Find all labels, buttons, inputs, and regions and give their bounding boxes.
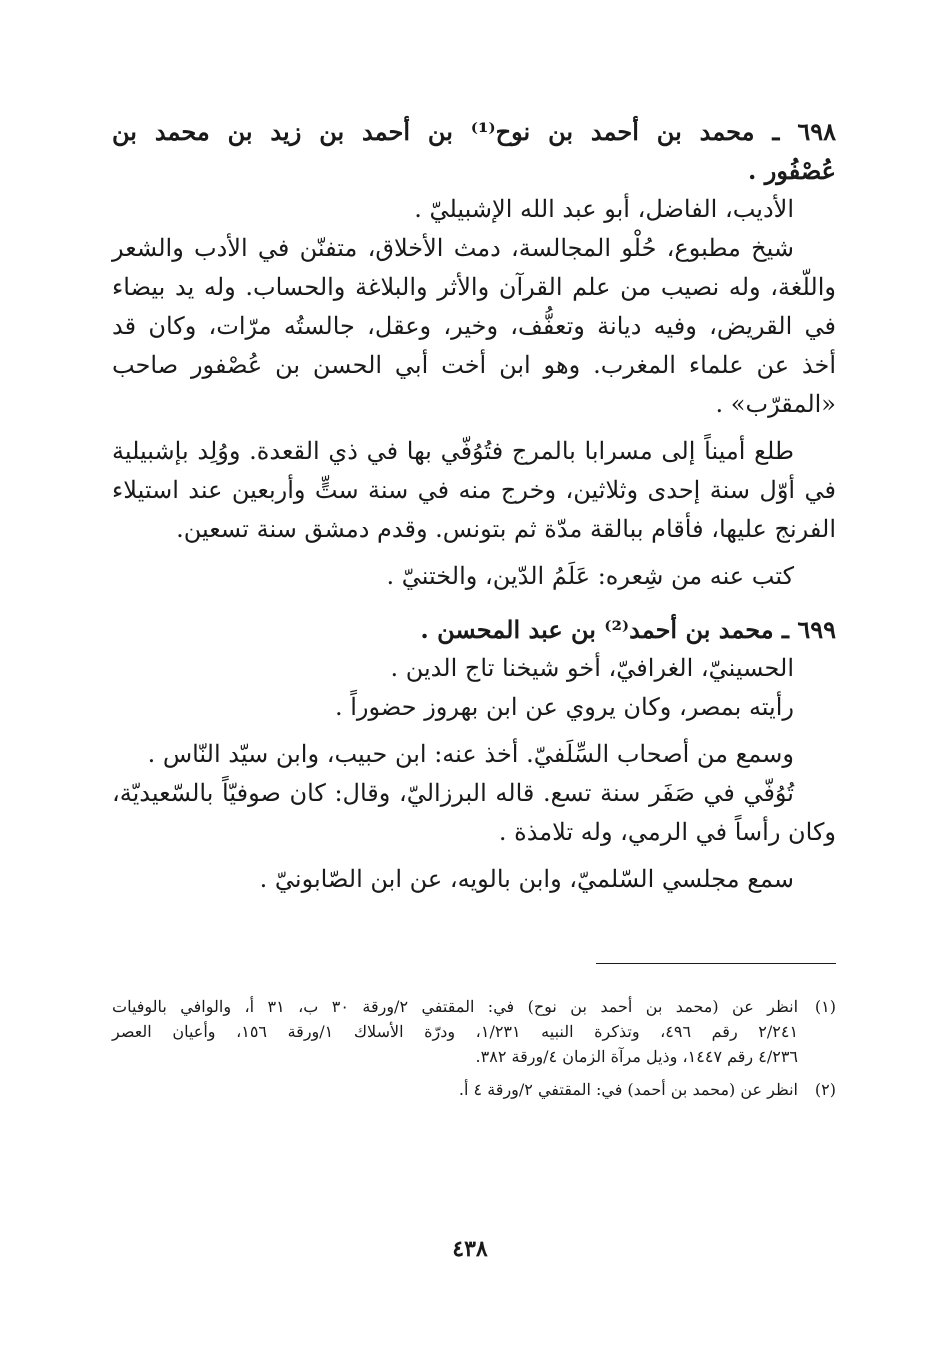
page-number: ٤٣٨ xyxy=(452,1236,488,1262)
entry-text-line: في القريض، وفيه ديانة وتعفُّف، وخير، وعقل، جالستُه مرّات، وكان قد xyxy=(112,312,836,340)
entry-text-line: الأديب، الفاضل، أبو عبد الله الإشبيليّ . xyxy=(414,195,794,223)
footnotes xyxy=(112,994,836,1102)
entry-heading-line: عُصْفُور . xyxy=(748,156,836,185)
entry-text-line: الحسينيّ، الغرافيّ، أخو شيخنا تاج الدين . xyxy=(390,654,794,682)
footnote-number: (١) xyxy=(814,997,837,1016)
entry-heading-line: ٦٩٩ ـ محمد بن أحمد⁽²⁾ بن عبد المحسن . xyxy=(420,615,836,644)
footnote-number: (٢) xyxy=(814,1080,836,1099)
entry-text-line: أخذ عن علماء المغرب. وهو ابن أخت أبي الحسن بن عُصْفور صاحب xyxy=(112,351,836,379)
footnote-text: ٢/٢٤١ رقم ٤٩٦، وتذكرة النبيه ١/٢٣١، ودرّة الأسلاك ١/ورقة ١٥٦، وأعيان العصر xyxy=(112,1022,799,1041)
entry-text-line: الفرنج عليها، فأقام ببالقة مدّة ثم بتونس. وقدم دمشق سنة تسعين. xyxy=(176,515,836,543)
entry-text-line: وسمع من أصحاب السِّلَفيّ. أخذ عنه: ابن حبيب، وابن سيّد النّاس . xyxy=(147,740,794,768)
entry-text-line: شيخ مطبوع، حُلْو المجالسة، دمث الأخلاق، متفنّن في الأدب والشعر xyxy=(112,234,794,262)
entry-text-line: كتب عنه من شِعره: عَلَمُ الدّين، والختنيّ . xyxy=(386,562,794,590)
page-body xyxy=(112,112,836,1102)
footnote-2 xyxy=(112,1077,836,1102)
entry-heading-line: ٦٩٨ ـ محمد بن أحمد بن نوح⁽¹⁾ بن أحمد بن زيد بن محمد بن xyxy=(112,117,836,146)
entry-text-line: واللّغة، وله نصيب من علم القرآن والأثر والبلاغة والحساب. وله يد بيضاء xyxy=(112,273,836,301)
footnote-1 xyxy=(112,994,836,1069)
footnote-text: ٤/٢٣٦ رقم ١٤٤٧، وذيل مرآة الزمان ٤/ورقة ٣٨٢. xyxy=(475,1047,798,1066)
entry-text-line: وكان رأساً في الرمي، وله تلامذة . xyxy=(498,818,836,846)
entry-698 xyxy=(112,112,836,596)
entry-text-line: في أوّل سنة إحدى وثلاثين، وخرج منه في سنة ستٍّ وأربعين عند استيلاء xyxy=(112,476,836,504)
footnote-divider xyxy=(596,963,836,964)
entry-text-line: طلع أميناً إلى مسرابا بالمرج فتُوُفّي بها في ذي القعدة. ووُلِد بإشبيلية xyxy=(112,437,794,465)
footnote-text: انظر عن (محمد بن أحمد بن نوح) في: المقتفي ٢/ورقة ٣٠ ب، ٣١ أ، والوافي بالوفيات xyxy=(112,997,799,1016)
entry-699 xyxy=(112,610,836,899)
entry-text-line: رأيته بمصر، وكان يروي عن ابن بهروز حضوراً . xyxy=(335,693,794,721)
entry-text-line: سمع مجلسي السّلميّ، وابن بالويه، عن ابن الصّابونيّ . xyxy=(259,865,794,893)
entry-text-line: «المقرّب» . xyxy=(715,390,836,418)
footnote-text: انظر عن (محمد بن أحمد) في: المقتفي ٢/ورقة ٤ أ. xyxy=(458,1080,798,1099)
entry-text-line: تُوُفّي في صَفَر سنة تسع. قاله البرزاليّ، وقال: كان صوفيّاً بالسّعيديّة، xyxy=(112,779,794,807)
